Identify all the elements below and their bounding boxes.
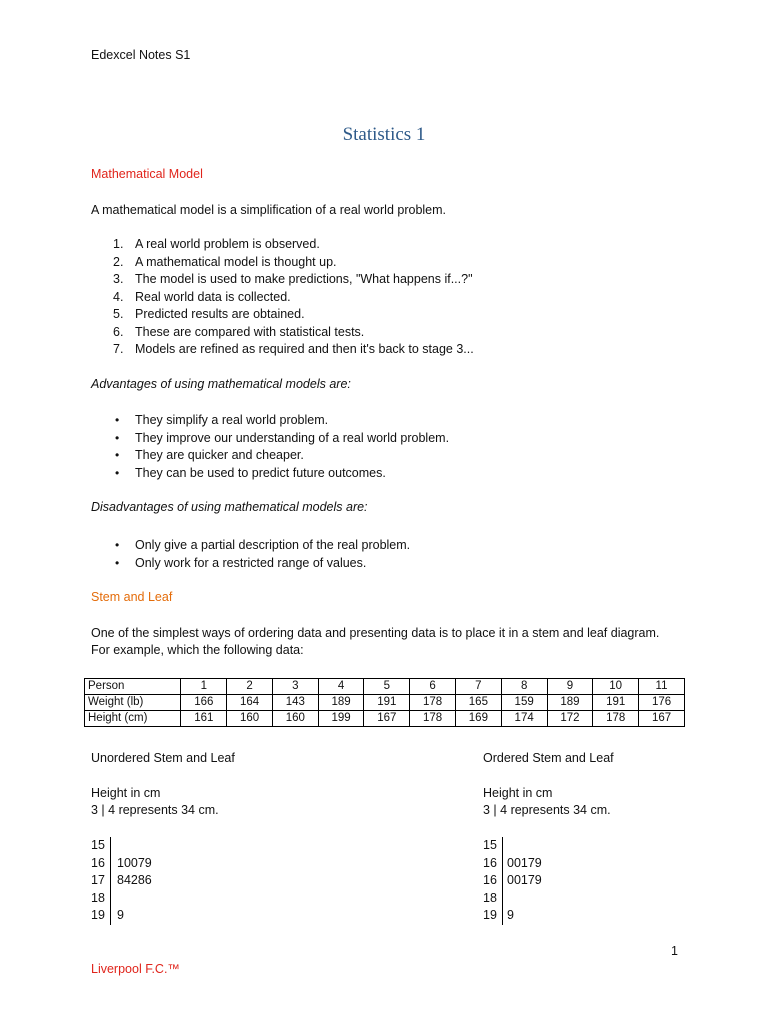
unordered-subtitle: Height in cm <box>91 786 161 800</box>
table-cell: 165 <box>456 695 502 711</box>
table-cell: 6 <box>410 679 456 695</box>
stem: 16 <box>483 873 497 887</box>
math-model-intro: A mathematical model is a simplification of a real world problem. <box>91 203 447 217</box>
table-cell: 3 <box>272 679 318 695</box>
table-cell: Height (cm) <box>85 711 181 727</box>
leaf: 84286 <box>117 873 152 887</box>
table-cell: 143 <box>272 695 318 711</box>
data-table <box>84 678 685 727</box>
stem: 18 <box>91 890 105 905</box>
list-item <box>113 555 613 573</box>
math-model-steps <box>113 236 613 359</box>
table-cell: 164 <box>227 695 273 711</box>
advantage-text: They can be used to predict future outcomes. <box>135 465 386 480</box>
stem-leaf-row <box>483 872 683 890</box>
unordered-key: 3 | 4 represents 34 cm. <box>91 803 219 817</box>
table-cell: 11 <box>639 679 685 695</box>
stem-leaf-row <box>91 890 291 908</box>
table-cell: 174 <box>501 711 547 727</box>
leaf: 00179 <box>507 855 542 870</box>
table-cell: 189 <box>318 695 364 711</box>
list-item <box>113 271 613 289</box>
stem: 15 <box>91 838 105 852</box>
list-item <box>113 254 613 272</box>
stem-leaf-intro-line-1: One of the simplest ways of ordering data and presenting data is to place it in a stem and leaf diagram. <box>91 626 660 640</box>
bullet-icon: • <box>115 465 120 480</box>
bullet-icon: • <box>115 430 120 445</box>
disadvantage-text: Only give a partial description of the real problem. <box>135 538 411 552</box>
table-row <box>85 679 685 695</box>
table-cell: 172 <box>547 711 593 727</box>
stem-leaf-row <box>483 907 683 925</box>
table-cell: 167 <box>639 711 685 727</box>
table-cell: 2 <box>227 679 273 695</box>
stem-leaf-row <box>91 872 291 890</box>
table-cell: 191 <box>364 695 410 711</box>
list-item <box>113 289 613 307</box>
step-text: A mathematical model is thought up. <box>135 254 337 269</box>
stem: 18 <box>483 890 497 905</box>
table-cell: 159 <box>501 695 547 711</box>
disadvantages-list <box>113 537 613 572</box>
step-text: Predicted results are obtained. <box>135 307 305 321</box>
step-number: 2. <box>113 254 124 269</box>
advantage-text: They improve our understanding of a real world problem. <box>135 430 450 445</box>
advantage-text: They are quicker and cheaper. <box>135 448 304 462</box>
page-footer: Liverpool F.C.™ <box>91 962 180 976</box>
list-item <box>113 236 613 254</box>
list-item <box>113 341 613 359</box>
table-cell: 176 <box>639 695 685 711</box>
stem-leaf-intro-line-2: For example, which the following data: <box>91 643 304 657</box>
list-item <box>113 412 613 430</box>
bullet-icon: • <box>115 413 120 427</box>
table-cell: Person <box>85 679 181 695</box>
advantages-list <box>113 412 613 482</box>
table-row <box>85 695 685 711</box>
table-cell: Weight (lb) <box>85 695 181 711</box>
bullet-icon: • <box>115 555 120 570</box>
table-cell: 169 <box>456 711 502 727</box>
stem: 17 <box>91 873 105 887</box>
table-cell: 8 <box>501 679 547 695</box>
table-cell: 191 <box>593 695 639 711</box>
table-cell: 7 <box>456 679 502 695</box>
stem-leaf-row <box>483 837 683 855</box>
leaf: 9 <box>117 908 124 922</box>
step-number: 1. <box>113 237 124 251</box>
stem: 16 <box>483 855 497 870</box>
stem: 19 <box>91 908 105 922</box>
step-text: A real world problem is observed. <box>135 237 320 251</box>
page-header: Edexcel Notes S1 <box>91 48 191 62</box>
leaf: 9 <box>507 908 514 922</box>
stem-leaf-row <box>483 855 683 873</box>
leaf: 00179 <box>507 873 542 887</box>
unordered-title: Unordered Stem and Leaf <box>91 751 235 765</box>
list-item <box>113 537 613 555</box>
step-number: 3. <box>113 272 124 286</box>
bullet-icon: • <box>115 448 120 462</box>
page-number: 1 <box>671 944 678 958</box>
table-cell: 199 <box>318 711 364 727</box>
step-number: 7. <box>113 342 124 356</box>
table-cell: 178 <box>410 711 456 727</box>
list-item <box>113 447 613 465</box>
table-cell: 178 <box>410 695 456 711</box>
section-heading-math-model: Mathematical Model <box>91 167 203 181</box>
advantages-heading: Advantages of using mathematical models are: <box>91 377 351 391</box>
section-heading-stem-leaf: Stem and Leaf <box>91 590 173 604</box>
table-cell: 166 <box>181 695 227 711</box>
stem-leaf-row <box>91 907 291 925</box>
table-cell: 1 <box>181 679 227 695</box>
page-title: Statistics 1 <box>342 124 426 145</box>
disadvantage-text: Only work for a restricted range of values. <box>135 555 367 570</box>
stem-leaf-row <box>91 855 291 873</box>
stem: 16 <box>91 855 105 870</box>
table-cell: 178 <box>593 711 639 727</box>
step-text: These are compared with statistical tests. <box>135 324 365 339</box>
step-number: 4. <box>113 289 124 304</box>
bullet-icon: • <box>115 538 120 552</box>
table-cell: 10 <box>593 679 639 695</box>
step-number: 6. <box>113 324 124 339</box>
list-item <box>113 324 613 342</box>
step-number: 5. <box>113 307 124 321</box>
table-cell: 189 <box>547 695 593 711</box>
ordered-subtitle: Height in cm <box>483 786 553 800</box>
table-cell: 5 <box>364 679 410 695</box>
list-item <box>113 306 613 324</box>
list-item <box>113 465 613 483</box>
step-text: Real world data is collected. <box>135 289 291 304</box>
step-text: The model is used to make predictions, "What happens if...?" <box>135 272 473 286</box>
advantage-text: They simplify a real world problem. <box>135 413 329 427</box>
stem-leaf-row <box>483 890 683 908</box>
leaf: 10079 <box>117 855 152 870</box>
ordered-title: Ordered Stem and Leaf <box>483 751 614 765</box>
table-cell: 161 <box>181 711 227 727</box>
table-cell: 9 <box>547 679 593 695</box>
ordered-key: 3 | 4 represents 34 cm. <box>483 803 611 817</box>
table-cell: 160 <box>227 711 273 727</box>
stem: 15 <box>483 838 497 852</box>
stem: 19 <box>483 908 497 922</box>
table-row <box>85 711 685 727</box>
table-cell: 167 <box>364 711 410 727</box>
list-item <box>113 430 613 448</box>
table-cell: 160 <box>272 711 318 727</box>
unordered-stem-leaf-diagram <box>91 837 291 927</box>
disadvantages-heading: Disadvantages of using mathematical models are: <box>91 500 368 514</box>
table-cell: 4 <box>318 679 364 695</box>
ordered-stem-leaf-diagram <box>483 837 683 927</box>
stem-leaf-row <box>91 837 291 855</box>
step-text: Models are refined as required and then it's back to stage 3... <box>135 342 474 356</box>
